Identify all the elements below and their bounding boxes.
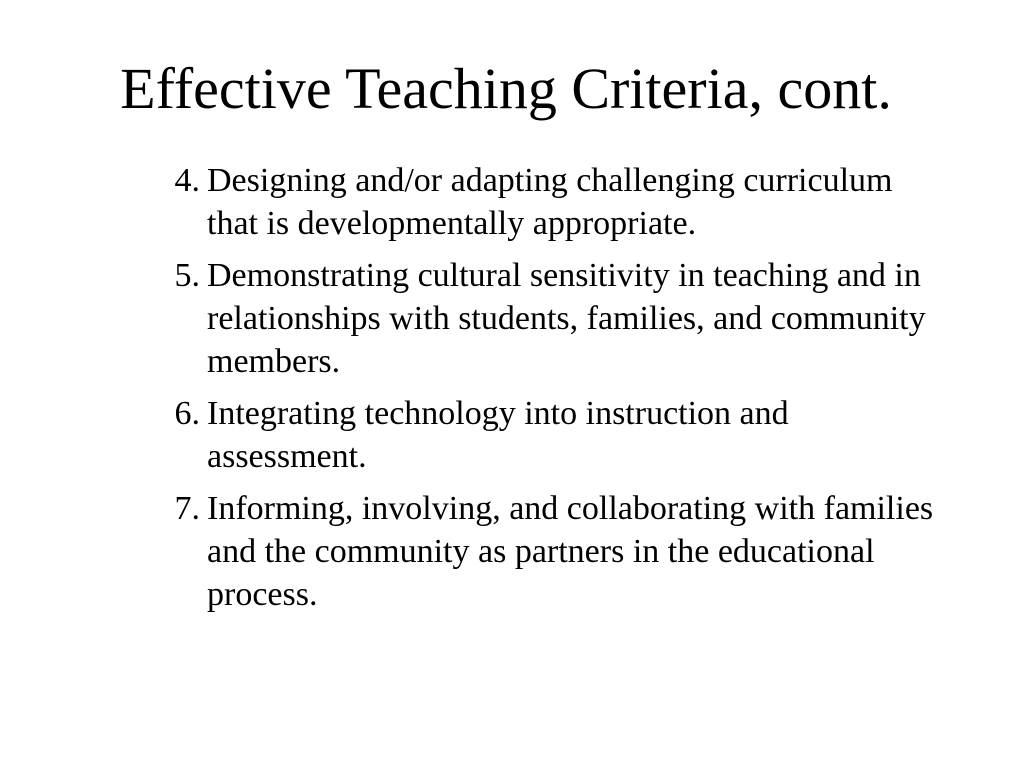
item-text: Integrating technology into instruction and assessment. bbox=[207, 395, 789, 475]
item-text: Demonstrating cultural sensitivity in teaching and in relationships with students, families, and community members. bbox=[207, 257, 926, 380]
item-number: 5. bbox=[174, 257, 200, 294]
item-number: 6. bbox=[174, 395, 200, 432]
criteria-item-5 bbox=[160, 254, 950, 383]
criteria-item-6 bbox=[160, 392, 950, 478]
item-text: Designing and/or adapting challenging curriculum that is developmentally appropriate. bbox=[207, 162, 893, 242]
criteria-item-4 bbox=[160, 159, 950, 245]
item-number: 4. bbox=[174, 162, 200, 199]
criteria-list bbox=[160, 159, 950, 616]
item-text: Informing, involving, and collaborating with families and the community as partners in the educational process. bbox=[207, 490, 934, 613]
criteria-item-7 bbox=[160, 487, 950, 616]
slide-title: Effective Teaching Criteria, cont. bbox=[120, 56, 892, 121]
item-number: 7. bbox=[174, 490, 200, 527]
